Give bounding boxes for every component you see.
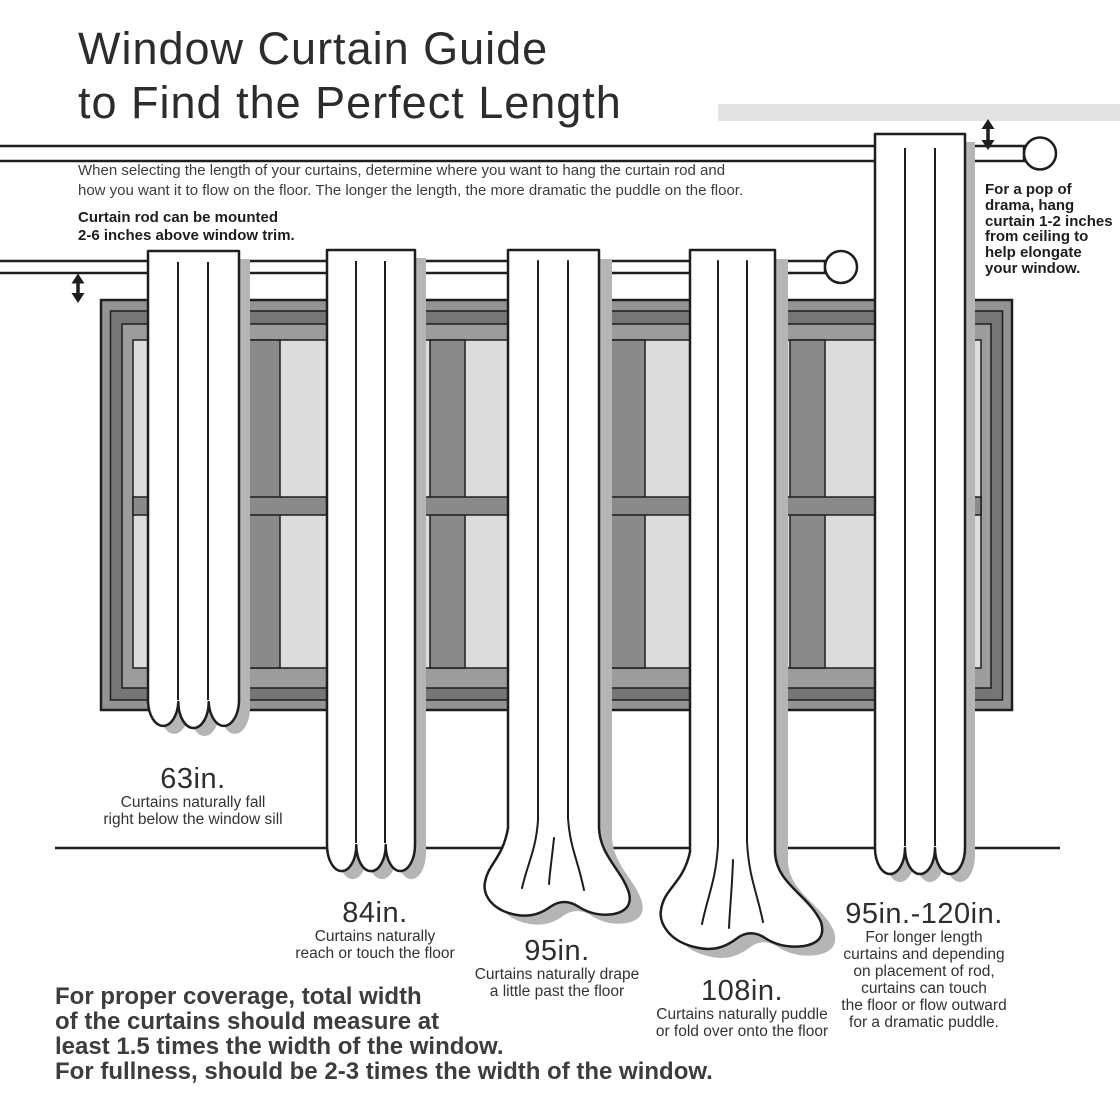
coverage-footnote: [55, 984, 713, 1084]
footer-line: least 1.5 times the width of the window.: [55, 1033, 504, 1060]
curtain-desc-line: curtains and depending: [843, 946, 1005, 963]
curtain-63in: [148, 251, 250, 736]
curtain-desc-line: on placement of rod,: [853, 963, 995, 980]
curtain-desc-line: for a dramatic puddle.: [849, 1014, 999, 1031]
rod-note-line: 2-6 inches above window trim.: [78, 226, 295, 244]
footer-line: of the curtains should measure at: [55, 1008, 440, 1035]
title-line: to Find the Perfect Length: [78, 77, 622, 128]
ceiling-tip-line: For a pop of: [985, 181, 1072, 198]
curtain-length-label: 108in.: [700, 975, 783, 1007]
curtain-length-label: 84in.: [342, 897, 408, 929]
curtain-desc-line: reach or touch the floor: [295, 945, 455, 962]
ceiling-tip-line: drama, hang: [985, 196, 1075, 214]
rod-finial: [1024, 138, 1056, 170]
curtain-desc-line: Curtains naturally fall: [120, 794, 266, 811]
curtain-length-label: 95in.: [524, 935, 590, 967]
footer-line: For fullness, should be 2-3 times the width of the window.: [55, 1058, 713, 1085]
ceiling-tip-line: your window.: [985, 259, 1081, 277]
curtain-desc-line: curtains can touch: [861, 980, 987, 997]
ceiling-tip-line: curtain 1-2 inches: [985, 212, 1113, 230]
label-curtain-95-120in: [764, 899, 1084, 1031]
page-title: [78, 22, 622, 130]
ceiling-tip: [985, 182, 1113, 277]
intro-line: When selecting the length of your curtains, determine where you want to hang the curtain rod and: [78, 162, 726, 179]
curtain-desc-line: Curtains naturally: [314, 928, 436, 945]
rod-finial: [825, 251, 857, 283]
trim-gap-arrow-icon: [72, 274, 85, 304]
footer-line: For proper coverage, total width: [55, 983, 422, 1010]
curtain-desc-line: a little past the floor: [489, 983, 625, 1000]
ceiling-bar: [718, 104, 1120, 121]
rod-note-line: Curtain rod can be mounted: [78, 209, 279, 226]
intro-paragraph: [78, 161, 743, 200]
curtain-desc-line: the floor or flow outward: [841, 997, 1007, 1014]
ceiling-tip-line: from ceiling to: [985, 228, 1089, 246]
curtain-desc-line: For longer length: [865, 929, 983, 946]
curtain-95-120in: [875, 134, 975, 882]
curtain-desc-line: or fold over onto the floor: [655, 1023, 829, 1040]
curtain-desc-line: right below the window sill: [103, 811, 283, 828]
curtain-length-label: 95in.-120in.: [845, 898, 1003, 930]
title-line: Window Curtain Guide: [78, 23, 549, 74]
curtain-desc-line: Curtains naturally drape: [474, 966, 640, 983]
curtain-length-label: 63in.: [160, 763, 226, 795]
intro-line: how you want it to flow on the floor. The longer the length, the more dramatic the puddle on the floor.: [78, 181, 744, 199]
label-curtain-63in: [33, 764, 353, 828]
curtain-desc-line: Curtains naturally puddle: [656, 1006, 828, 1023]
rod-mounting-note: [78, 209, 295, 244]
ceiling-tip-line: help elongate: [985, 244, 1082, 262]
